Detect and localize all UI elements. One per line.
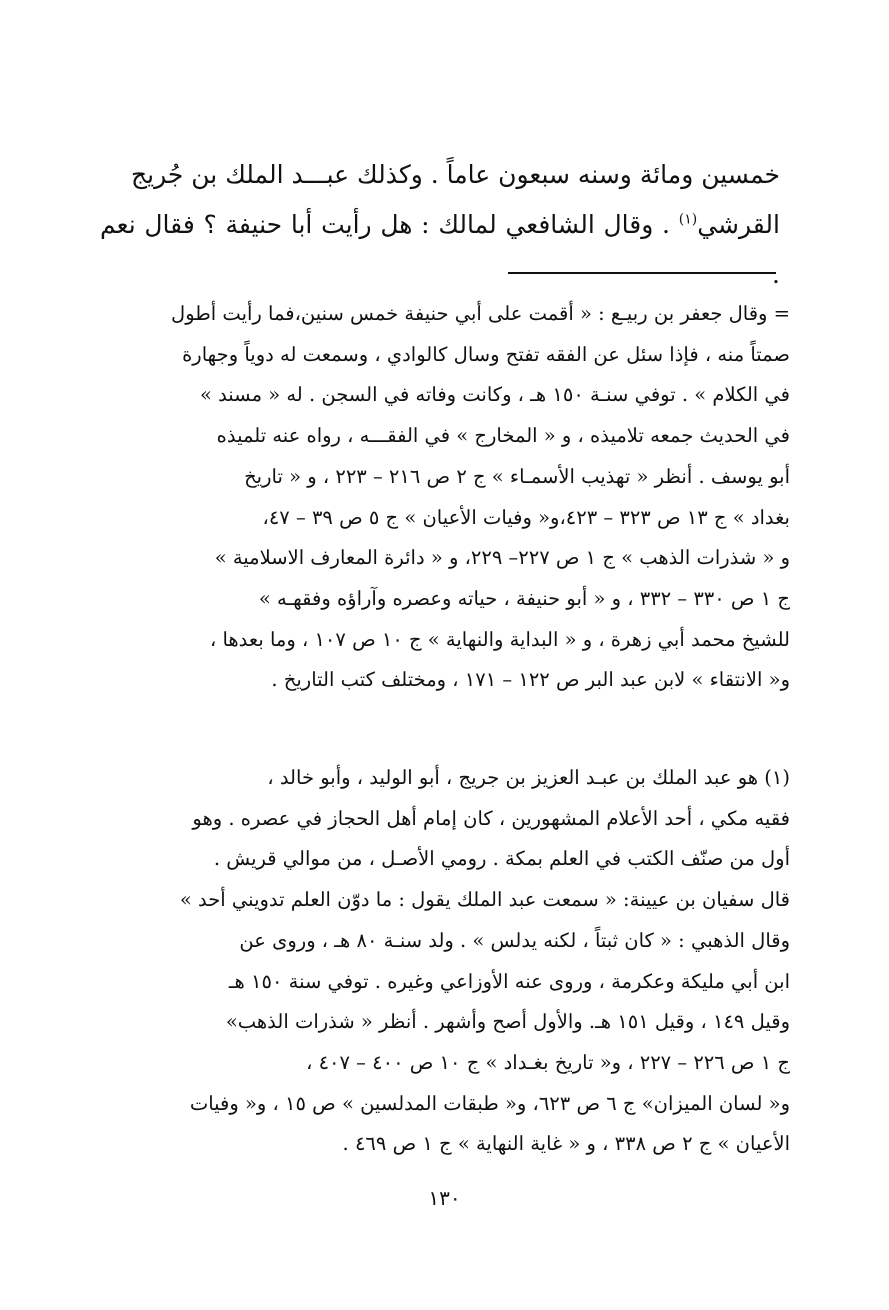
footnote-separator-line [508, 272, 776, 274]
main-text-line [100, 200, 780, 300]
main-text-fragment: . وقال الشافعي لمالك : هل رأيت أبا حنيفة ؟ فقال نعم . [100, 210, 780, 289]
footnote-line: في الكلام » . توفي سنـة ١٥٠ هـ ، وكانت وفاته في السجن . له « مسند » [199, 383, 790, 407]
footnote-line: أول من صنّف الكتب في العلم بمكة . رومي الأصـل ، من موالي قريش . [213, 847, 790, 871]
footnote-line: للشيخ محمد أبي زهرة ، و « البداية والنهاية » ج ١٠ ص ١٠٧ ، وما بعدها ، [209, 627, 790, 651]
footnote-line: أبو يوسف . أنظر « تهذيب الأسمـاء » ج ٢ ص ٢١٦ – ٢٢٣ ، و « تاريخ [244, 464, 790, 488]
footnote-line: و« لسان الميزان» ج ٦ ص ٦٢٣، و« طبقات المدلسين » ص ١٥ ، و« وفيات [189, 1091, 790, 1115]
main-text-block [100, 150, 780, 300]
footnote-line: الأعيان » ج ٢ ص ٣٣٨ ، و « غاية النهاية » ج ١ ص ٤٦٩ . [342, 1132, 790, 1156]
footnote-1 [100, 758, 790, 1165]
footnote-line: و « شذرات الذهب » ج ١ ص ٢٢٧– ٢٢٩، و « دائرة المعارف الاسلامية » [214, 546, 790, 570]
footnote-line: في الحديث جمعه تلاميذه ، و « المخارج » في الفقـــه ، رواه عنه تلميذه [216, 424, 790, 448]
footnote-reference: (١) [678, 211, 698, 228]
footnote-line: و« الانتقاء » لابن عبد البر ص ١٢٢ – ١٧١ ، ومختلف كتب التاريخ . [271, 668, 790, 692]
footnote-line: صمتاً منه ، فإذا سئل عن الفقه تفتح وسال كالوادي ، وسمعت له دوياً وجهارة [182, 342, 790, 366]
main-text-fragment: القرشي [697, 210, 780, 239]
footnote-line: وقال الذهبي : « كان ثبتاً ، لكنه يدلس » . ولد سنـة ٨٠ هـ ، وروى عن [239, 928, 790, 952]
footnote-line: قال سفيان بن عيينة: « سمعت عبد الملك يقول : ما دوّن العلم تدويني أحد » [179, 888, 790, 912]
footnote-line: = وقال جعفر بن ربيـع : « أقمت على أبي حنيفة خمس سنين،فما رأيت أطول [171, 302, 790, 325]
footnote-line: فقيه مكي ، أحد الأعلام المشهورين ، كان إمام أهل الحجاز في عصره . وهو [192, 806, 790, 830]
footnote-line: بغداد » ج ١٣ ص ٣٢٣ – ٤٢٣،و« وفيات الأعيان » ج ٥ ص ٣٩ – ٤٧، [262, 505, 790, 529]
main-text-line: خمسين ومائة وسنه سبعون عاماً . وكذلك عبـــد الملك بن جُريج [130, 160, 780, 189]
footnote-line: ابن أبي مليكة وعكرمة ، وروى عنه الأوزاعي وغيره . توفي سنة ١٥٠ هـ [228, 969, 790, 993]
footnote-line: ج ١ ص ٣٣٠ – ٣٣٢ ، و « أبو حنيفة ، حياته وعصره وآراؤه وفقهـه » [258, 586, 790, 610]
footnote-continuation [100, 294, 790, 701]
footnote-line: وقيل ١٤٩ ، وقيل ١٥١ هـ. والأول أصح وأشهر . أنظر « شذرات الذهب» [225, 1010, 790, 1034]
page-number: ١٣٠ [428, 1186, 461, 1210]
footnote-line: ج ١ ص ٢٢٦ – ٢٢٧ ، و« تاريخ بغـداد » ج ١٠ ص ٤٠٠ – ٤٠٧ ، [306, 1050, 790, 1074]
footnote-line: (١) هو عبد الملك بن عبـد العزيز بن جريج ، أبو الوليد ، وأبو خالد ، [267, 766, 790, 789]
